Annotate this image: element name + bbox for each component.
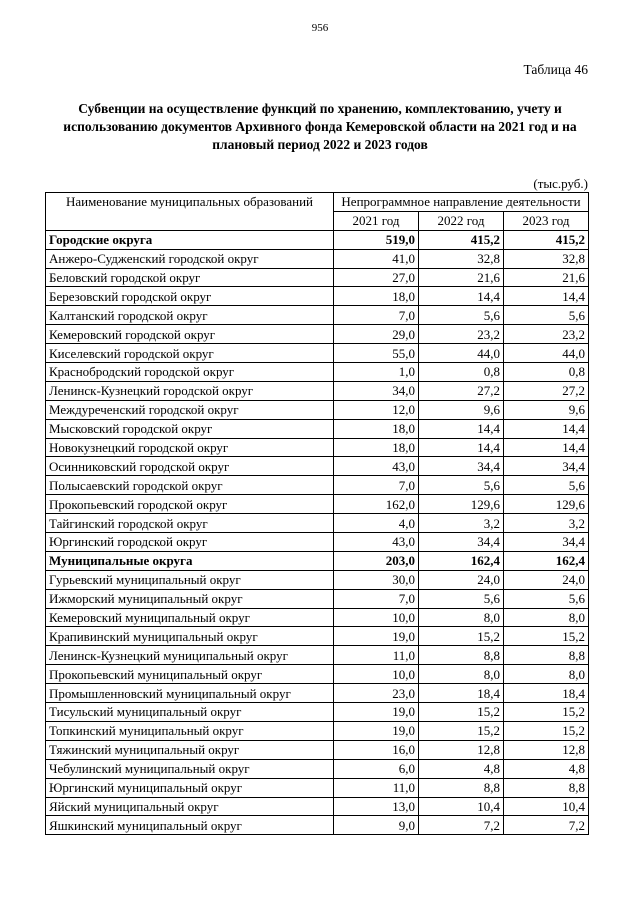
value-2023: 34,4: [504, 457, 589, 476]
value-2022: 14,4: [419, 287, 504, 306]
value-2023: 5,6: [504, 476, 589, 495]
value-2021: 7,0: [334, 589, 419, 608]
value-2023: 14,4: [504, 438, 589, 457]
value-2023: 14,4: [504, 287, 589, 306]
value-2023: 415,2: [504, 230, 589, 249]
value-2021: 203,0: [334, 551, 419, 570]
value-2022: 15,2: [419, 721, 504, 740]
table-row: [46, 778, 589, 797]
table-row: [46, 438, 589, 457]
table-row: [46, 363, 589, 382]
value-2022: 8,0: [419, 608, 504, 627]
table-row: [46, 646, 589, 665]
value-2021: 41,0: [334, 249, 419, 268]
table-row: [46, 268, 589, 287]
table-row: [46, 740, 589, 759]
municipality-name: Междуреченский городской округ: [46, 400, 334, 419]
municipality-name: Крапивинский муниципальный округ: [46, 627, 334, 646]
value-2022: 15,2: [419, 627, 504, 646]
value-2023: 15,2: [504, 627, 589, 646]
value-2021: 19,0: [334, 721, 419, 740]
value-2021: 16,0: [334, 740, 419, 759]
table-row: [46, 457, 589, 476]
value-2023: 8,8: [504, 646, 589, 665]
municipality-name: Осинниковский городской округ: [46, 457, 334, 476]
value-2021: 12,0: [334, 400, 419, 419]
value-2021: 19,0: [334, 627, 419, 646]
table-row: [46, 476, 589, 495]
value-2023: 9,6: [504, 400, 589, 419]
value-2022: 44,0: [419, 344, 504, 363]
value-2021: 19,0: [334, 703, 419, 722]
value-2023: 12,8: [504, 740, 589, 759]
table-row: [46, 570, 589, 589]
municipality-name: Прокопьевский городской округ: [46, 495, 334, 514]
table-row: [46, 344, 589, 363]
table-row: [46, 287, 589, 306]
value-2021: 11,0: [334, 778, 419, 797]
value-2021: 162,0: [334, 495, 419, 514]
municipality-name: Тайгинский городской округ: [46, 514, 334, 533]
value-2022: 15,2: [419, 703, 504, 722]
table-row: [46, 495, 589, 514]
value-2022: 3,2: [419, 514, 504, 533]
value-2021: 23,0: [334, 684, 419, 703]
value-2022: 5,6: [419, 589, 504, 608]
table-label: Таблица 46: [523, 62, 588, 77]
value-2023: 24,0: [504, 570, 589, 589]
value-2023: 15,2: [504, 721, 589, 740]
group-column-header: Непрограммное направление деятельности: [334, 193, 589, 212]
value-2021: 18,0: [334, 438, 419, 457]
value-2021: 13,0: [334, 797, 419, 816]
value-2022: 5,6: [419, 476, 504, 495]
value-2023: 34,4: [504, 533, 589, 552]
table-row: [46, 627, 589, 646]
municipality-name: Анжеро-Судженский городской округ: [46, 249, 334, 268]
name-column-header: Наименование муниципальных образований: [46, 193, 334, 231]
municipality-name: Ленинск-Кузнецкий муниципальный округ: [46, 646, 334, 665]
value-2023: 7,2: [504, 816, 589, 835]
table-row: [46, 608, 589, 627]
table-row: [46, 419, 589, 438]
value-2022: 18,4: [419, 684, 504, 703]
value-2022: 0,8: [419, 363, 504, 382]
table-row: [46, 381, 589, 400]
value-2021: 43,0: [334, 533, 419, 552]
value-2021: 29,0: [334, 325, 419, 344]
municipality-name: Ленинск-Кузнецкий городской округ: [46, 381, 334, 400]
table-body: [46, 230, 589, 835]
page-number: 956: [311, 22, 329, 34]
value-2021: 10,0: [334, 608, 419, 627]
value-2021: 7,0: [334, 306, 419, 325]
value-2022: 23,2: [419, 325, 504, 344]
units-label: (тыс.руб.): [533, 176, 588, 191]
municipality-name: Топкинский муниципальный округ: [46, 721, 334, 740]
value-2021: 30,0: [334, 570, 419, 589]
value-2022: 14,4: [419, 438, 504, 457]
value-2021: 55,0: [334, 344, 419, 363]
municipality-name: Киселевский городской округ: [46, 344, 334, 363]
value-2023: 21,6: [504, 268, 589, 287]
municipality-name: Гурьевский муниципальный округ: [46, 570, 334, 589]
value-2023: 3,2: [504, 514, 589, 533]
table-row: [46, 684, 589, 703]
value-2022: 9,6: [419, 400, 504, 419]
value-2021: 10,0: [334, 665, 419, 684]
value-2023: 23,2: [504, 325, 589, 344]
value-2021: 4,0: [334, 514, 419, 533]
table-row: [46, 797, 589, 816]
year-header-2022: 2022 год: [419, 211, 504, 230]
municipality-name: Мысковский городской округ: [46, 419, 334, 438]
value-2021: 43,0: [334, 457, 419, 476]
value-2022: 27,2: [419, 381, 504, 400]
value-2023: 44,0: [504, 344, 589, 363]
year-header-2023: 2023 год: [504, 211, 589, 230]
value-2022: 7,2: [419, 816, 504, 835]
table-row: [46, 533, 589, 552]
table-group-row: [46, 230, 589, 249]
value-2023: 129,6: [504, 495, 589, 514]
municipality-name: Яйский муниципальный округ: [46, 797, 334, 816]
value-2023: 162,4: [504, 551, 589, 570]
value-2023: 0,8: [504, 363, 589, 382]
table-row: [46, 589, 589, 608]
municipality-name: Тисульский муниципальный округ: [46, 703, 334, 722]
value-2023: 14,4: [504, 419, 589, 438]
municipality-name: Городские округа: [46, 230, 334, 249]
value-2021: 7,0: [334, 476, 419, 495]
value-2022: 129,6: [419, 495, 504, 514]
value-2023: 8,0: [504, 665, 589, 684]
municipality-name: Полысаевский городской округ: [46, 476, 334, 495]
value-2022: 12,8: [419, 740, 504, 759]
value-2022: 21,6: [419, 268, 504, 287]
value-2023: 8,0: [504, 608, 589, 627]
value-2021: 27,0: [334, 268, 419, 287]
municipality-name: Муниципальные округа: [46, 551, 334, 570]
value-2022: 24,0: [419, 570, 504, 589]
table-row: [46, 703, 589, 722]
value-2021: 9,0: [334, 816, 419, 835]
value-2022: 8,8: [419, 778, 504, 797]
municipality-name: Кемеровский муниципальный округ: [46, 608, 334, 627]
value-2022: 5,6: [419, 306, 504, 325]
value-2023: 4,8: [504, 759, 589, 778]
value-2021: 18,0: [334, 419, 419, 438]
table-row: [46, 721, 589, 740]
value-2023: 15,2: [504, 703, 589, 722]
municipality-name: Новокузнецкий городской округ: [46, 438, 334, 457]
municipality-name: Промышленновский муниципальный округ: [46, 684, 334, 703]
municipality-name: Тяжинский муниципальный округ: [46, 740, 334, 759]
value-2022: 162,4: [419, 551, 504, 570]
table-row: [46, 400, 589, 419]
value-2021: 6,0: [334, 759, 419, 778]
table-row: [46, 325, 589, 344]
value-2022: 32,8: [419, 249, 504, 268]
municipality-name: Юргинский городской округ: [46, 533, 334, 552]
table-row: [46, 249, 589, 268]
municipality-name: Ижморский муниципальный округ: [46, 589, 334, 608]
municipality-name: Юргинский муниципальный округ: [46, 778, 334, 797]
document-title: Субвенции на осуществление функций по хранению, комплектованию, учету и использованию документов Архивного фонда Кемеровской области на 2021 год и на плановый период 2022 и 2023 годов: [63, 101, 577, 152]
value-2022: 4,8: [419, 759, 504, 778]
municipality-name: Прокопьевский муниципальный округ: [46, 665, 334, 684]
municipality-name: Яшкинский муниципальный округ: [46, 816, 334, 835]
value-2023: 32,8: [504, 249, 589, 268]
table-row: [46, 306, 589, 325]
value-2021: 519,0: [334, 230, 419, 249]
value-2023: 27,2: [504, 381, 589, 400]
table-row: [46, 514, 589, 533]
year-header-2021: 2021 год: [334, 211, 419, 230]
subsidies-table: [45, 192, 589, 835]
value-2023: 5,6: [504, 306, 589, 325]
value-2023: 10,4: [504, 797, 589, 816]
value-2022: 8,0: [419, 665, 504, 684]
municipality-name: Чебулинский муниципальный округ: [46, 759, 334, 778]
value-2023: 18,4: [504, 684, 589, 703]
value-2023: 5,6: [504, 589, 589, 608]
value-2022: 14,4: [419, 419, 504, 438]
value-2021: 11,0: [334, 646, 419, 665]
municipality-name: Краснобродский городской округ: [46, 363, 334, 382]
table-row: [46, 665, 589, 684]
municipality-name: Калтанский городской округ: [46, 306, 334, 325]
value-2021: 34,0: [334, 381, 419, 400]
municipality-name: Беловский городской округ: [46, 268, 334, 287]
value-2021: 1,0: [334, 363, 419, 382]
table-group-row: [46, 551, 589, 570]
table-row: [46, 759, 589, 778]
table-row: [46, 816, 589, 835]
municipality-name: Березовский городской округ: [46, 287, 334, 306]
value-2022: 34,4: [419, 457, 504, 476]
value-2022: 34,4: [419, 533, 504, 552]
value-2022: 10,4: [419, 797, 504, 816]
municipality-name: Кемеровский городской округ: [46, 325, 334, 344]
value-2021: 18,0: [334, 287, 419, 306]
value-2023: 8,8: [504, 778, 589, 797]
value-2022: 415,2: [419, 230, 504, 249]
value-2022: 8,8: [419, 646, 504, 665]
